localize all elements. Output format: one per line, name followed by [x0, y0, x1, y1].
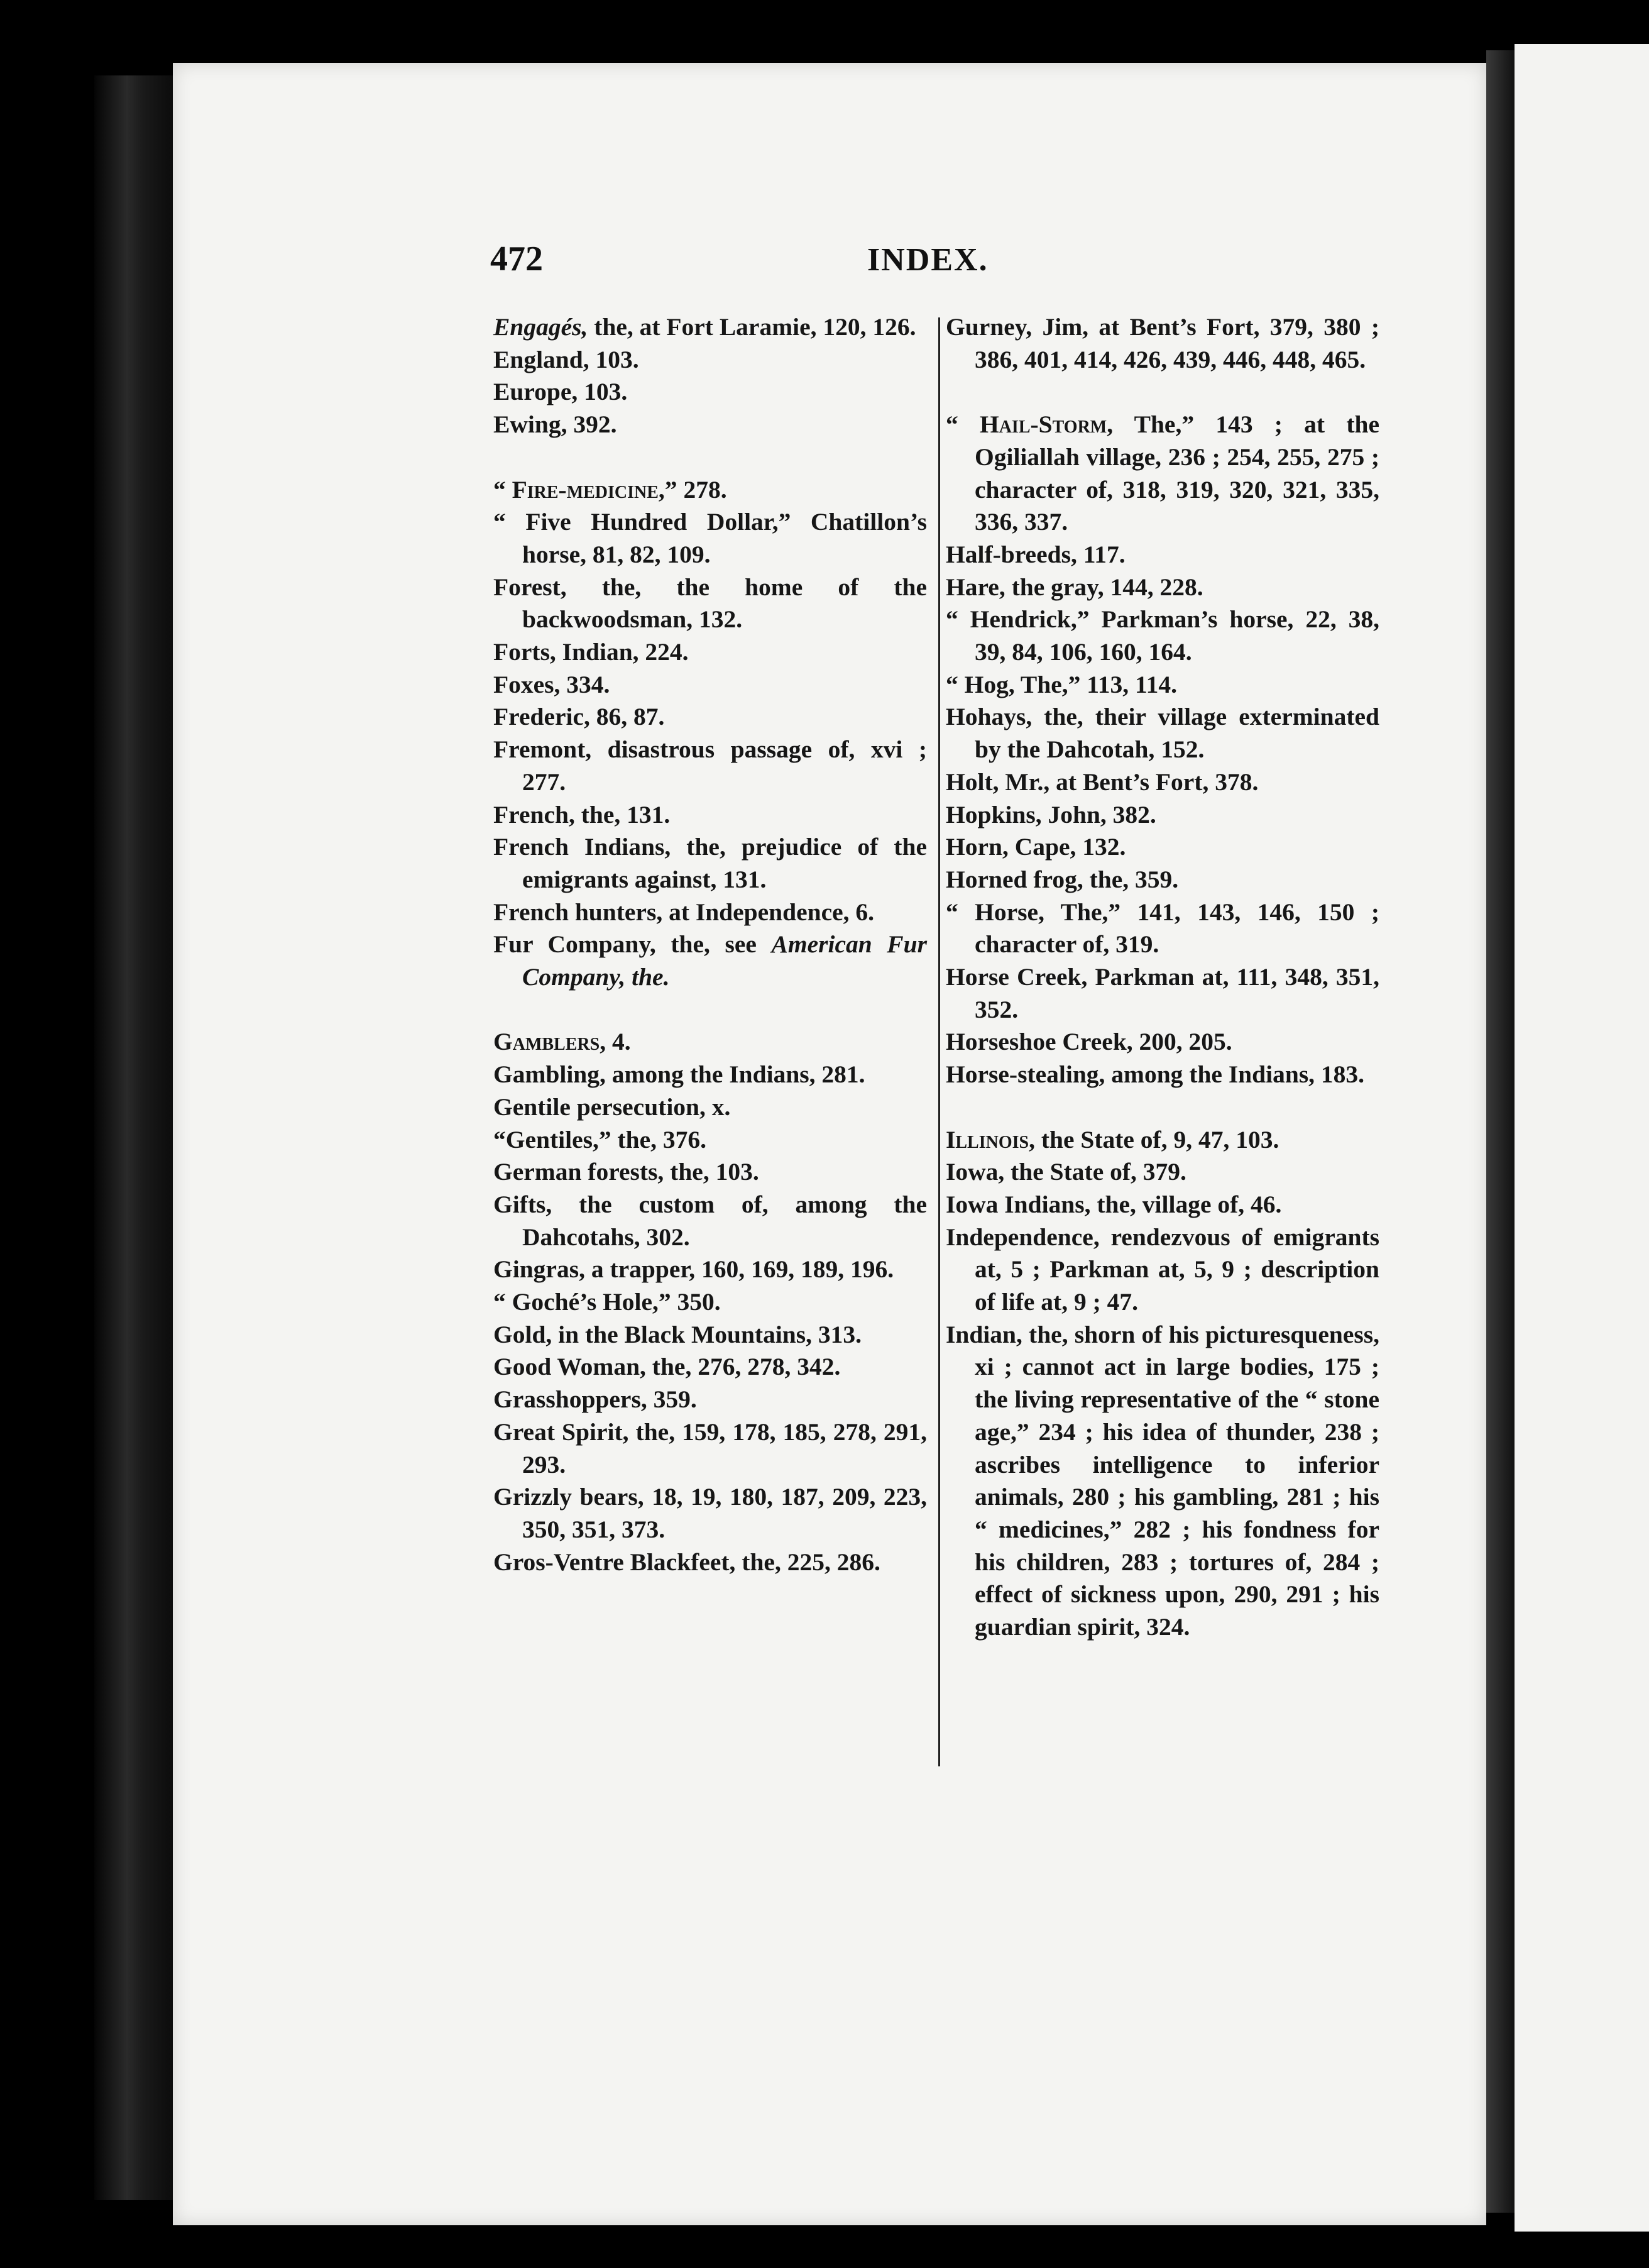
index-column-right: [946, 311, 1379, 1644]
index-entry-text: “ Hog, The,” 113, 114.: [946, 670, 1177, 698]
index-entry-text: Indian, the, shorn of his picturesqueness, xi ; cannot act in large bodies, 175 ; the living representative of the “ stone age,” 234 ; his idea of thunder, 238 ; ascribes intelligence to inferior animals, 280 ; his gambling, 281 ; his “ medicines,” 282 ; his fondness for his children, 283 ; tortures of, 284 ; effect of sickness upon, 290, 291 ; his guardian spirit, 324.: [946, 1320, 1379, 1641]
index-entry-text: Fremont, disastrous passage of, xvi ; 277.: [493, 735, 927, 796]
index-entry: [493, 799, 927, 832]
index-entry-lead: Engagés,: [493, 313, 588, 341]
index-entry-text: Frederic, 86, 87.: [493, 703, 665, 731]
book-spine-edge: [94, 75, 176, 2200]
index-entry-text: Horse-stealing, among the Indians, 183.: [946, 1060, 1365, 1089]
index-entry: [493, 506, 927, 571]
index-entry: [493, 571, 927, 636]
index-entry: [493, 669, 927, 702]
index-entry: [493, 376, 927, 409]
index-entry: [946, 669, 1379, 702]
index-column-left: [493, 311, 927, 1578]
index-entry-text: 4.: [606, 1028, 631, 1056]
index-entry: [946, 1189, 1379, 1221]
index-entry-text: Europe, 103.: [493, 378, 628, 406]
index-entry: [946, 766, 1379, 799]
index-entry-text: Horn, Cape, 132.: [946, 833, 1126, 861]
index-entry: [946, 1156, 1379, 1189]
index-entry-text: “ Hendrick,” Parkman’s horse, 22, 38, 39, 84, 106, 160, 164.: [946, 605, 1379, 666]
index-entry-reference: American Fur Company, the.: [522, 930, 927, 991]
index-entry: [946, 896, 1379, 961]
index-entry: [946, 1026, 1379, 1059]
index-entry: [493, 1351, 927, 1384]
index-entry: [493, 311, 927, 344]
index-entry: [946, 409, 1379, 539]
index-entry-text: Fur Company, the, see: [493, 930, 772, 959]
facing-page-edge: [1515, 44, 1649, 2232]
index-entry: [946, 539, 1379, 571]
index-entry-text: Horse Creek, Parkman at, 111, 348, 351, 352.: [946, 963, 1379, 1023]
index-entry: [493, 734, 927, 798]
index-entry-text: “ Horse, The,” 141, 143, 146, 150 ; character of, 319.: [946, 898, 1379, 959]
index-entry: [493, 896, 927, 929]
index-entry-text: Iowa Indians, the, village of, 46.: [946, 1190, 1282, 1218]
index-entry: [493, 1384, 927, 1416]
page-header: [490, 239, 993, 289]
index-entry-text: Iowa, the State of, 379.: [946, 1158, 1186, 1186]
index-entry-text: England, 103.: [493, 345, 639, 373]
index-entry-lead: Illinois,: [946, 1125, 1035, 1153]
index-entry: [946, 1059, 1379, 1091]
index-entry: [946, 311, 1379, 376]
index-entry-text: Grizzly bears, 18, 19, 180, 187, 209, 223, 350, 351, 373.: [493, 1483, 927, 1543]
index-entry-text: French, the, 131.: [493, 800, 671, 828]
page-title: INDEX.: [867, 242, 989, 278]
index-entry: [946, 1124, 1379, 1157]
index-entry: [493, 1481, 927, 1546]
index-entry-text: the, at Fort Laramie, 120, 126.: [588, 313, 916, 341]
index-entry: [493, 474, 927, 507]
index-entry-text: Horseshoe Creek, 200, 205.: [946, 1028, 1232, 1056]
index-entry-text: Gros-Ventre Blackfeet, the, 225, 286.: [493, 1548, 880, 1576]
letter-section-gap: [493, 441, 927, 474]
index-entry-text: Hopkins, John, 382.: [946, 800, 1156, 828]
index-entry: [946, 831, 1379, 864]
index-entry-text: Gurney, Jim, at Bent’s Fort, 379, 380 ; 386, 401, 414, 426, 439, 446, 448, 465.: [946, 313, 1379, 373]
index-entry: [493, 409, 927, 441]
index-entry-text: French Indians, the, prejudice of the emigrants against, 131.: [493, 833, 927, 893]
index-entry-text: The,” 143 ; at the Ogiliallah village, 236 ; 254, 255, 275 ; character of, 318, 319, 320, 321, 335, 336, 337.: [975, 410, 1379, 536]
index-entry-text: Good Woman, the, 276, 278, 342.: [493, 1353, 841, 1381]
index-entry: [946, 1221, 1379, 1319]
letter-section-gap: [946, 1091, 1379, 1124]
index-entry: [493, 344, 927, 377]
page-number: 472: [490, 239, 543, 278]
index-entry-text: the State of, 9, 47, 103.: [1034, 1125, 1279, 1153]
page-gutter: [1486, 50, 1515, 2213]
index-entry-lead: “ Fire-medicine,”: [493, 475, 677, 504]
index-entry: [493, 831, 927, 896]
index-entry-text: Forts, Indian, 224.: [493, 638, 689, 666]
index-entry-text: Gingras, a trapper, 160, 169, 189, 196.: [493, 1255, 894, 1284]
index-entry-text: Forest, the, the home of the backwoodsman, 132.: [493, 573, 927, 634]
index-entry-text: Hohays, the, their village exterminated by the Dahcotah, 152.: [946, 703, 1379, 764]
index-entry-text: “ Five Hundred Dollar,” Chatillon’s horse, 81, 82, 109.: [493, 508, 927, 568]
index-entry: [493, 1286, 927, 1319]
index-entry-text: Gambling, among the Indians, 281.: [493, 1060, 865, 1089]
index-entry-text: Gentile persecution, x.: [493, 1093, 731, 1121]
index-entry-text: Independence, rendezvous of emigrants at, 5 ; Parkman at, 5, 9 ; description of life at, 9 ; 47.: [946, 1223, 1379, 1316]
index-entry-text: Gifts, the custom of, among the Dahcotahs, 302.: [493, 1190, 927, 1251]
index-entry-text: Hare, the gray, 144, 228.: [946, 573, 1203, 601]
index-entry-text: Half-breeds, 117.: [946, 540, 1126, 568]
index-entry-text: Gold, in the Black Mountains, 313.: [493, 1320, 862, 1348]
index-entry: [493, 1156, 927, 1189]
index-entry: [493, 1124, 927, 1157]
index-entry: [493, 1189, 927, 1253]
index-entry-text: German forests, the, 103.: [493, 1158, 759, 1186]
letter-section-gap: [493, 994, 927, 1027]
index-entry: [946, 701, 1379, 766]
index-entry-text: Foxes, 334.: [493, 670, 610, 698]
index-entry: [493, 1059, 927, 1091]
index-entry-lead: “ Hail-Storm,: [946, 410, 1114, 439]
letter-section-gap: [946, 376, 1379, 409]
index-entry: [946, 799, 1379, 832]
index-entry: [493, 701, 927, 734]
index-entry: [493, 1253, 927, 1286]
index-entry-text: Holt, Mr., at Bent’s Fort, 378.: [946, 768, 1259, 796]
index-entry-text: Great Spirit, the, 159, 178, 185, 278, 291, 293.: [493, 1418, 927, 1478]
index-entry-text: “ Goché’s Hole,” 350.: [493, 1288, 721, 1316]
index-entry: [493, 1091, 927, 1124]
index-entry: [493, 1026, 927, 1059]
index-entry-text: Horned frog, the, 359.: [946, 865, 1179, 893]
index-entry: [946, 1319, 1379, 1644]
index-entry: [493, 1546, 927, 1579]
index-entry-text: Ewing, 392.: [493, 410, 617, 439]
index-entry: [946, 571, 1379, 604]
index-entry-text: 278.: [677, 475, 727, 504]
index-entry-lead: Gamblers,: [493, 1028, 606, 1056]
index-entry: [493, 636, 927, 669]
index-entry-text: Grasshoppers, 359.: [493, 1385, 697, 1414]
index-entry-text: French hunters, at Independence, 6.: [493, 898, 875, 926]
index-entry: [493, 1416, 927, 1481]
index-entry-text: “Gentiles,” the, 376.: [493, 1125, 707, 1153]
column-divider: [938, 317, 940, 1766]
index-entry: [946, 961, 1379, 1026]
index-entry: [493, 1319, 927, 1351]
index-entry: [493, 928, 927, 993]
index-entry: [946, 603, 1379, 668]
index-entry: [946, 864, 1379, 896]
